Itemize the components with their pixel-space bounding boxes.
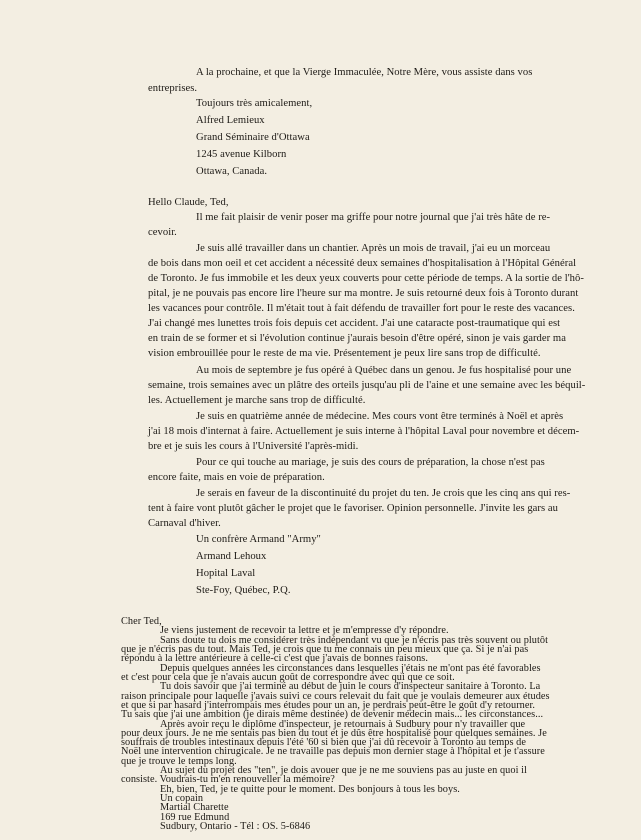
text-line: tent à faire vont plutôt gâcher le projet que le favoriser. Opinion personnelle. J'invite les gars au (148, 503, 558, 514)
signature-line: Un copain (160, 793, 204, 805)
text-line: les vacances pour contrôle. Il m'était tout à fait défendu de travailler fort pour le reste des vacances. (148, 303, 575, 314)
text-line: Je suis en quatrième année de médecine. Mes cours vont être terminés à Noël et après (196, 411, 564, 422)
greeting: Cher Ted, (121, 616, 162, 627)
text-line: pour deux jours. Je ne me sentais pas bien du tout et je dûs être hospitalisé pour quelques semaines. Je (121, 727, 547, 739)
text-line: Carnaval d'hiver. (148, 518, 221, 529)
text-line: cevoir. (148, 227, 177, 238)
signature-line: Hopital Laval (196, 568, 256, 579)
text-line: Eh, bien, Ted, je te quitte pour le moment. Des bonjours à tous les boys. (160, 783, 460, 795)
text-line: Au mois de septembre je fus opéré à Québec dans un genou. Je fus hospitalisé pour une (196, 365, 572, 376)
text-line: Il me fait plaisir de venir poser ma griffe pour notre journal que j'ai très hâte de re- (196, 212, 551, 223)
text-line: vision embrouillée pour le reste de ma vie. Présentement je peux lire sans trop de difficulté. (148, 348, 541, 359)
text-line: de bois dans mon oeil et cet accident a nécessité deux semaines d'hospitalisation à l'Hôpital Général (148, 258, 577, 269)
text-line: j'ai 18 mois d'internat à faire. Actuellement je suis interne à l'hôpital Laval pour novembre et décem- (148, 426, 580, 437)
signature-line: Ste-Foy, Québec, P.Q. (196, 585, 291, 596)
text-line: Pour ce qui touche au mariage, je suis des cours de préparation, la chose n'est pas (196, 457, 545, 468)
signature-line: Armand Lehoux (196, 551, 267, 562)
text-line: et c'est pour cela que je n'avais aucun goût de correspondre avec qui que ce soit. (121, 671, 455, 683)
text-line: consiste. Voudrais-tu m'en renouveller la mémoire? (121, 774, 335, 786)
signoff: Toujours très amicalement, (196, 98, 313, 109)
text-line: souffrais de troubles intestinaux depuis l'été '60 si bien que j'ai dû recevoir à Toronto au temps de (121, 737, 526, 749)
text-line: entreprises. (148, 83, 198, 94)
signature-line: 1245 avenue Kilborn (196, 149, 287, 160)
signature-line: Alfred Lemieux (196, 115, 265, 126)
signature-line: Sudbury, Ontario - Tél : OS. 5-6846 (160, 821, 311, 832)
text-line: bre et je suis les cours à l'Université l'après-midi. (148, 441, 359, 452)
text-line: Depuis quelques années les circonstances dans lesquelles j'étais ne m'ont pas été favorables (160, 662, 541, 674)
signature-line: Un confrère Armand "Army" (196, 534, 321, 545)
text-line: les. Actuellement je marche sans trop de difficulté. (148, 395, 366, 406)
text-line: A la prochaine, et que la Vierge Immaculée, Notre Mère, vous assiste dans vos (196, 67, 533, 78)
text-line: que je n'écris pas du tout. Mais Ted, je crois que tu me connais un peu mieux que ça. Si je n'ai pas (121, 643, 529, 655)
text-line: Noël une intervention chirugicale. Je ne travaille pas depuis mon dernier stage à l'hôpital et je t'assure (121, 746, 545, 758)
text-line: et que si par hasard j'interrompais mes études pour un an, je perdrais peut-être le goût d'y retourner. (121, 699, 536, 711)
signature-line: Grand Séminaire d'Ottawa (196, 132, 310, 143)
text-line: en train de se former et si l'évolution continue j'aurais besoin d'être opéré, sinon je vais garder ma (148, 333, 566, 344)
text-line: Sans doute tu dois me considérer très indépendant vu que je n'écris pas très souvent ou plutôt (160, 634, 549, 646)
text-line: pital, je ne pouvais pas encore lire l'heure sur ma montre. Je suis retourné deux fois à Toronto durant (148, 288, 579, 299)
text-line: J'ai changé mes lunettes trois fois depuis cet accident. J'ai une cataracte post-traumatique qui est (148, 318, 561, 329)
signature-line: Martial Charette (160, 802, 229, 814)
text-line: Je suis allé travailler dans un chantier. Après un mois de travail, j'ai eu un morceau (196, 243, 551, 254)
signature-line: Ottawa, Canada. (196, 166, 268, 177)
text-line: Je viens justement de recevoir ta lettre et je m'empresse d'y répondre. (160, 625, 449, 637)
text-line: semaine, trois semaines avec un plâtre des orteils jusqu'au pli de l'aine et une semaine avec les béquil- (148, 380, 586, 391)
text-line: Je serais en faveur de la discontinuité du projet du ten. Je crois que les cinq ans qui res- (196, 488, 571, 499)
signature-line: 169 rue Edmund (160, 811, 230, 823)
text-line: encore faite, mais en voie de préparation. (148, 472, 325, 483)
text-line: Tu sais que j'ai une ambition (je dirais même destinée) de devenir médecin mais... les circonstances... (121, 709, 544, 721)
text-line: raison principale pour laquelle j'avais suivi ce cours relevait du fait que je voulais demeurer aux études (121, 690, 550, 702)
text-line: que je trouve le temps long. (121, 755, 237, 767)
text-line: Après avoir reçu le diplôme d'inspecteur, je retournais à Sudbury pour n'y travailler que (160, 718, 526, 730)
greeting: Hello Claude, Ted, (148, 197, 229, 208)
text-line: Au sujet du projet des "ten", je dois avouer que je ne me souviens pas au juste en quoi il (160, 765, 527, 777)
text-line: Tu dois savoir que j'ai terminé au début de juin le cours d'inspecteur sanitaire à Toronto. La (160, 681, 541, 693)
text-line: de Toronto. Je fus immobile et les deux yeux couverts pour cette période de temps. A la sortie de l'hô- (148, 273, 584, 284)
text-line: répondu à la lettre antérieure à celle-ci c'est que j'avais de bonnes raisons. (121, 653, 428, 665)
